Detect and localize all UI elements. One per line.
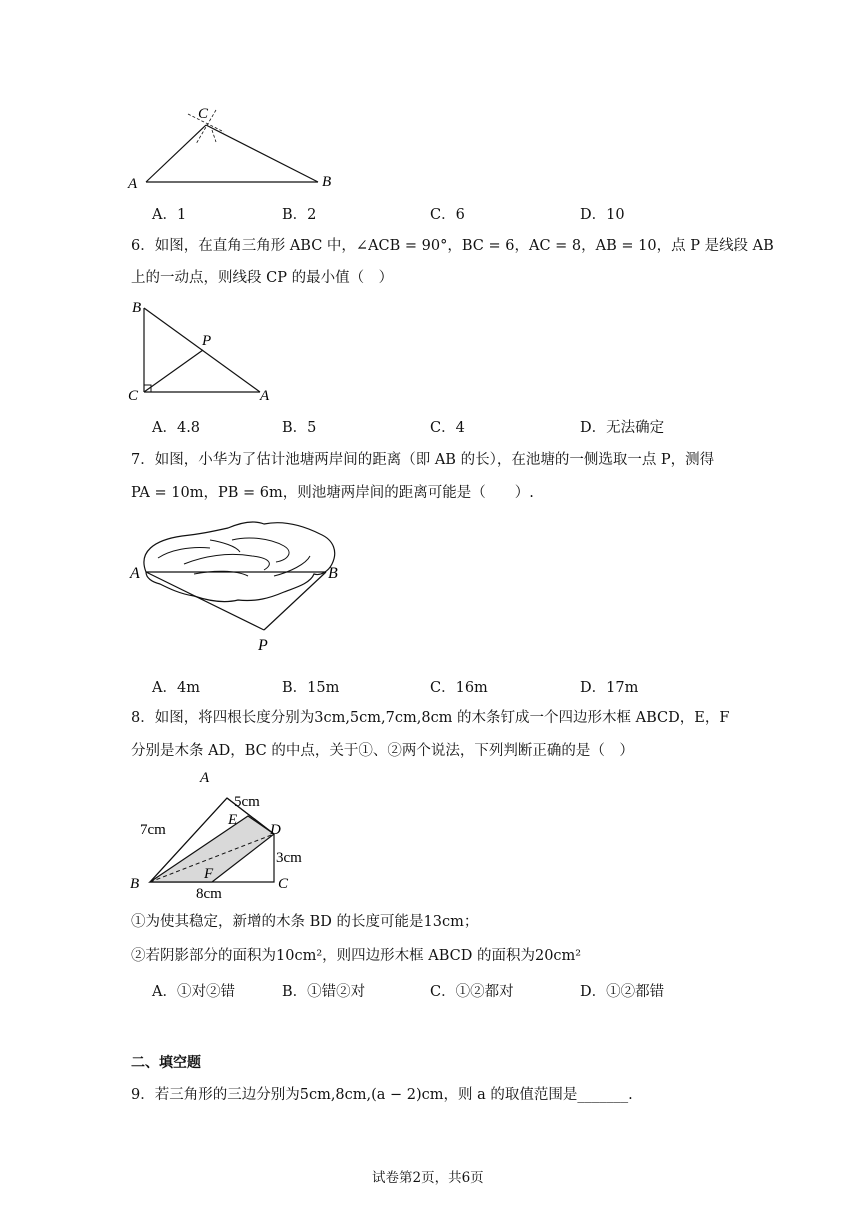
q8-label-3cm: 3cm — [276, 850, 302, 866]
q5-option-b[interactable]: B．2 — [282, 207, 317, 223]
q6-figure — [120, 296, 290, 408]
q8-label-C: C — [278, 876, 289, 892]
q6-label-C: C — [128, 388, 139, 404]
q8-statement-1: ①为使其稳定，新增的木条 BD 的长度可能是13cm； — [131, 914, 479, 930]
q8-label-5cm: 5cm — [234, 794, 260, 810]
q5-option-c[interactable]: C．6 — [430, 207, 465, 223]
q7-label-P: P — [258, 637, 268, 654]
section-title-fill-in: 二、填空题 — [131, 1055, 201, 1071]
q8-question-line2: 分别是木条 AD，BC 的中点，关于①、②两个说法，下列判断正确的是（ ） — [131, 743, 634, 759]
q8-option-a[interactable]: A．①对②错 — [152, 984, 235, 1000]
q7-label-B: B — [328, 565, 338, 582]
q8-option-d[interactable]: D．①②都错 — [580, 984, 665, 1000]
q8-label-7cm: 7cm — [140, 822, 166, 838]
q6-label-A: A — [260, 388, 270, 404]
q6-question-line1: 6．如图，在直角三角形 ABC 中，∠ACB = 90°，BC = 6，AC = 8，AB = 10，点 P 是线段 AB — [131, 238, 774, 254]
q8-question-line1: 8．如图，将四根长度分别为3cm,5cm,7cm,8cm 的木条钉成一个四边形木框 ABCD，E，F — [131, 710, 730, 726]
q8-label-B: B — [130, 876, 140, 892]
q5-option-d[interactable]: D．10 — [580, 207, 625, 223]
q9-question: 9．若三角形的三边分别为5cm,8cm,(a − 2)cm，则 a 的取值范围是_______. — [131, 1087, 633, 1103]
q6-option-c[interactable]: C．4 — [430, 420, 465, 436]
q8-label-E: E — [228, 812, 238, 828]
q6-option-a[interactable]: A．4.8 — [152, 420, 201, 436]
q8-statement-2: ②若阴影部分的面积为10cm²，则四边形木框 ABCD 的面积为20cm² — [131, 948, 582, 964]
q8-label-A: A — [200, 770, 210, 786]
q7-option-a[interactable]: A．4m — [152, 680, 200, 696]
q8-figure — [124, 766, 324, 898]
q7-question-line2: PA = 10m，PB = 6m，则池塘两岸间的距离可能是（ ）. — [131, 485, 534, 501]
q7-option-c[interactable]: C．16m — [430, 680, 488, 696]
q8-option-b[interactable]: B．①错②对 — [282, 984, 366, 1000]
q8-label-D: D — [270, 822, 281, 838]
q5-figure — [120, 100, 350, 195]
q7-question-line1: 7．如图，小华为了估计池塘两岸间的距离（即 AB 的长），在池塘的一侧选取一点 P，测得 — [131, 452, 715, 468]
q6-label-P: P — [202, 333, 212, 349]
page-footer: 试卷第2页，共6页 — [372, 1170, 484, 1186]
q8-label-F: F — [204, 866, 214, 882]
q5-label-B: B — [322, 174, 332, 190]
q6-option-d[interactable]: D．无法确定 — [580, 420, 665, 436]
q6-question-line2: 上的一动点，则线段 CP 的最小值（ ） — [131, 270, 394, 286]
q8-label-8cm: 8cm — [196, 886, 222, 898]
q7-option-d[interactable]: D．17m — [580, 680, 639, 696]
q6-option-b[interactable]: B．5 — [282, 420, 317, 436]
q7-figure — [124, 512, 354, 657]
q7-option-b[interactable]: B．15m — [282, 680, 340, 696]
q7-label-A: A — [130, 565, 140, 582]
q5-label-A: A — [128, 176, 138, 192]
q6-label-B: B — [132, 300, 142, 316]
q8-option-c[interactable]: C．①②都对 — [430, 984, 514, 1000]
q5-option-a[interactable]: A．1 — [152, 207, 187, 223]
q5-label-C: C — [198, 106, 209, 122]
